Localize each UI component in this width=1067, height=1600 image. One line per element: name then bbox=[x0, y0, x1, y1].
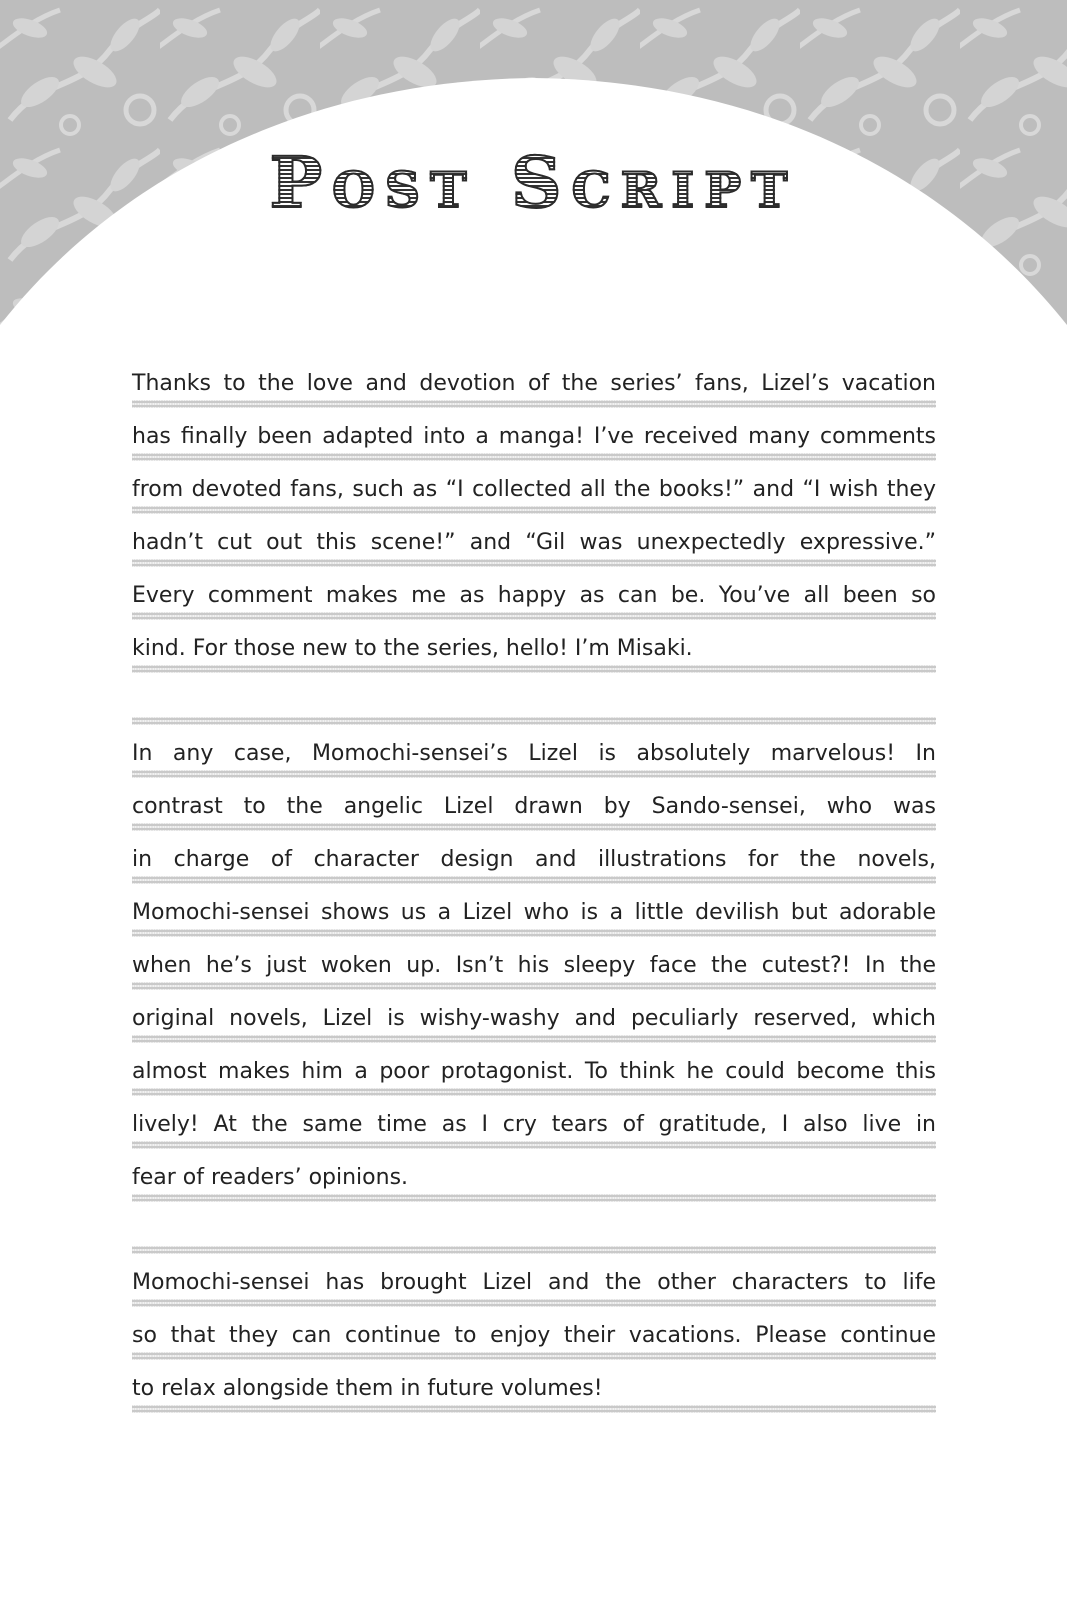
text-line: so that they can continue to enjoy their vacations. Please continue bbox=[132, 1307, 936, 1360]
text-line: has finally been adapted into a manga! I’ve received many comments bbox=[132, 408, 936, 461]
dotted-divider bbox=[132, 673, 936, 725]
text-line: contrast to the angelic Lizel drawn by Sando-sensei, who was bbox=[132, 778, 936, 831]
title-word-1: Post bbox=[269, 141, 477, 224]
paragraph-3 bbox=[132, 1254, 936, 1413]
paragraph-2 bbox=[132, 725, 936, 1202]
text-line: Thanks to the love and devotion of the series’ fans, Lizel’s vacation bbox=[132, 355, 936, 408]
postscript-body bbox=[132, 355, 936, 1413]
page-title bbox=[0, 141, 1067, 224]
text-line: original novels, Lizel is wishy-washy and peculiarly reserved, which bbox=[132, 990, 936, 1043]
text-line: Momochi-sensei shows us a Lizel who is a little devilish but adorable bbox=[132, 884, 936, 937]
text-line: In any case, Momochi-sensei’s Lizel is absolutely marvelous! In bbox=[132, 725, 936, 778]
paragraph-1 bbox=[132, 355, 936, 673]
text-line: in charge of character design and illustrations for the novels, bbox=[132, 831, 936, 884]
title-word-2: Script bbox=[511, 141, 798, 224]
text-line: when he’s just woken up. Isn’t his sleepy face the cutest?! In the bbox=[132, 937, 936, 990]
text-line: Momochi-sensei has brought Lizel and the other characters to life bbox=[132, 1254, 936, 1307]
dotted-divider bbox=[132, 1202, 936, 1254]
text-line: from devoted fans, such as “I collected all the books!” and “I wish they bbox=[132, 461, 936, 514]
text-line: hadn’t cut out this scene!” and “Gil was unexpectedly expressive.” bbox=[132, 514, 936, 567]
text-line: to relax alongside them in future volumes! bbox=[132, 1360, 936, 1413]
text-line: lively! At the same time as I cry tears of gratitude, I also live in bbox=[132, 1096, 936, 1149]
text-line: fear of readers’ opinions. bbox=[132, 1149, 936, 1202]
text-line: Every comment makes me as happy as can be. You’ve all been so bbox=[132, 567, 936, 620]
text-line: kind. For those new to the series, hello! I’m Misaki. bbox=[132, 620, 936, 673]
text-line: almost makes him a poor protagonist. To think he could become this bbox=[132, 1043, 936, 1096]
